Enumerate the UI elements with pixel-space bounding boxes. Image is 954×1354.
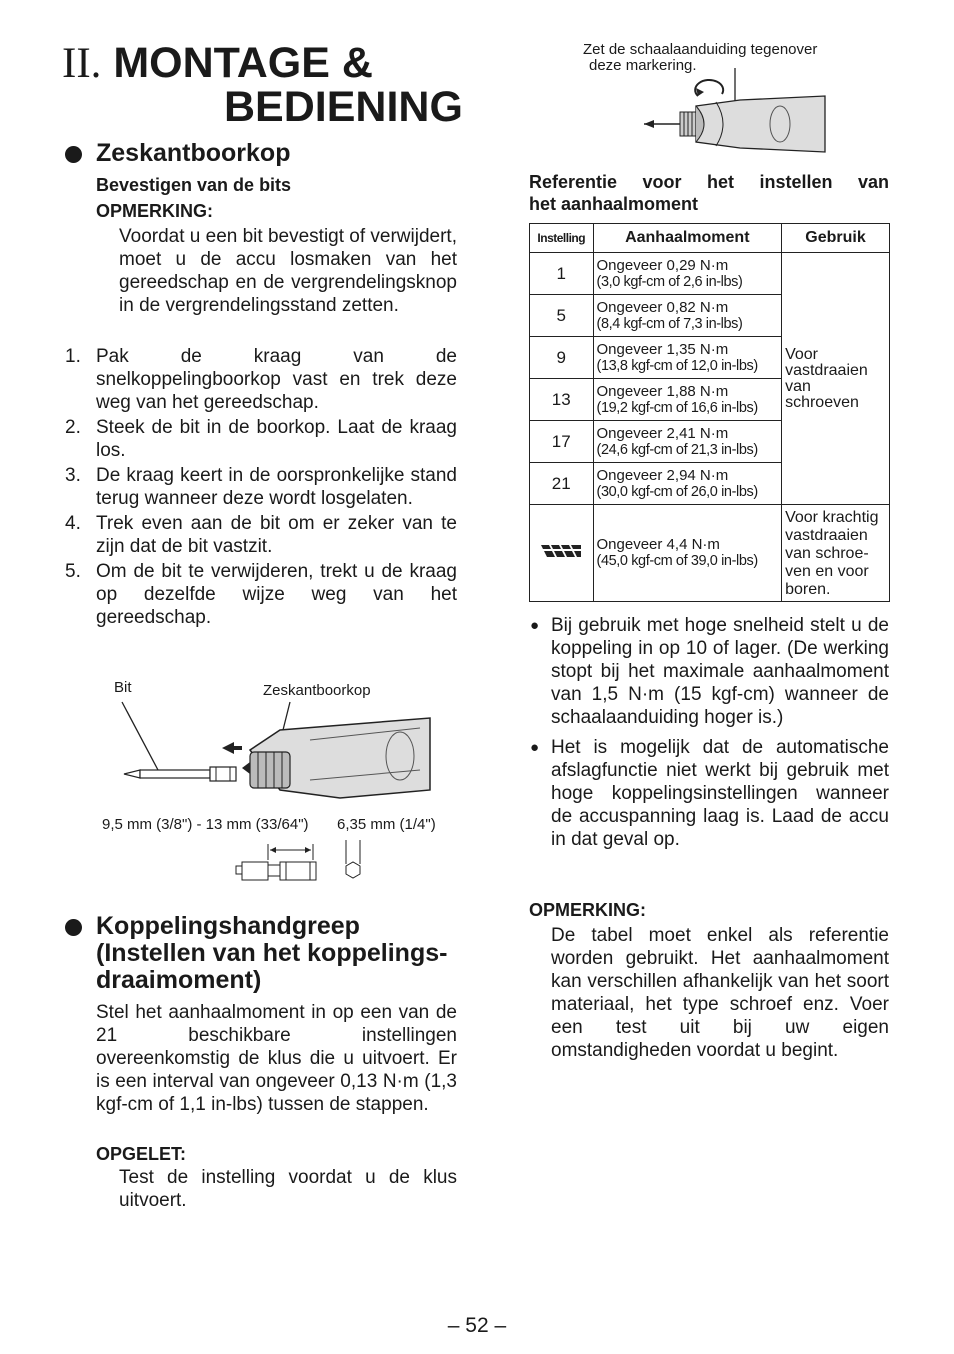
table-row-drill bbox=[530, 505, 890, 602]
setting-cell: 9 bbox=[530, 337, 594, 379]
chapter-title-text: MONTAGE & bbox=[113, 39, 373, 87]
list-item: 4. Trek even aan de bit om er zeker van te zijn dat de bit vastzit. bbox=[65, 513, 457, 557]
torque-cell: Ongeveer 2,41 N·m (24,6 kgf-cm of 21,3 in-lbs) bbox=[593, 421, 782, 463]
setting-cell: 13 bbox=[530, 379, 594, 421]
torque-cell: Ongeveer 1,88 N·m (19,2 kgf-cm of 16,6 in-lbs) bbox=[593, 379, 782, 421]
setting-cell: 17 bbox=[530, 421, 594, 463]
chapter-title-line1 bbox=[62, 40, 373, 87]
bit-dimension-diagram bbox=[228, 836, 368, 896]
dimension-label-length: 9,5 mm (3/8") - 13 mm (33/64") bbox=[102, 816, 309, 833]
figure-caption-line1: Zet de schaalaanduiding tegenover bbox=[583, 41, 818, 58]
note-label-right: OPMERKING: bbox=[529, 900, 646, 920]
section-heading-chuck: Zeskantboorkop bbox=[96, 139, 291, 167]
list-item: ● Bij gebruik met hoge snelheid stelt u de koppeling in op 10 of lager. (De werking stopt bij het maximale aanhaalmoment van 1,5 N·m (15 kgf-cm) wanneer de schaalaanduiding hoger is.) bbox=[530, 615, 889, 728]
list-item: 5. Om de bit te verwijderen, trekt u de kraag op dezelfde wijze weg van het gereedschap. bbox=[65, 561, 457, 628]
section-bullet-icon bbox=[65, 919, 82, 936]
caution-text: Test de instelling voordat u de klus uitvoert. bbox=[119, 1167, 457, 1211]
steps-list bbox=[62, 345, 457, 631]
figure-label-chuck: Zeskantboorkop bbox=[263, 682, 371, 699]
setting-cell: 5 bbox=[530, 295, 594, 337]
list-item: 2. Steek de bit in de boorkop. Laat de kraag los. bbox=[65, 417, 457, 461]
torque-cell: Ongeveer 0,29 N·m (3,0 kgf-cm of 2,6 in-lbs) bbox=[593, 253, 782, 295]
subheading-attach-bits: Bevestigen van de bits bbox=[96, 175, 292, 195]
section-heading-clutch-line2: (Instellen van het koppelings- bbox=[96, 939, 448, 967]
page-number: – 52 – bbox=[447, 1314, 507, 1337]
column-header-use: Gebruik bbox=[782, 224, 890, 253]
figure-caption-line2: deze markering. bbox=[589, 57, 697, 74]
list-item: ● Het is mogelijk dat de automatische afslagfunctie niet werkt bij gebruik met hoge koppelingsinstellingen wanneer de accuspanning laag is. Laad de accu in dat geval op. bbox=[530, 737, 889, 850]
clutch-scale-illustration bbox=[640, 66, 830, 156]
section-bullet-icon bbox=[65, 146, 82, 163]
note-text: Voordat u een bit bevestigt of verwijdert, moet u de accu losmaken van het gereedschap en de vergrendelingsknop in de vergrendelingsstand zetten. bbox=[119, 226, 457, 316]
section-heading-clutch-line3: draaimoment) bbox=[96, 966, 262, 994]
drill-mode-icon bbox=[539, 541, 583, 561]
use-cell-screws: Voor vastdraaien van schroeven bbox=[782, 253, 890, 505]
torque-cell: Ongeveer 0,82 N·m (8,4 kgf-cm of 7,3 in-lbs) bbox=[593, 295, 782, 337]
table-row bbox=[530, 253, 890, 295]
setting-cell: 1 bbox=[530, 253, 594, 295]
list-item: 3. De kraag keert in de oorspronkelijke stand terug wanneer deze wordt losgelaten. bbox=[65, 465, 457, 509]
clutch-body-text: Stel het aanhaalmoment in op een van de 21 beschikbare instellingen overeenkomstig de klus die u uitvoert. Er is een interval van ongeveer 0,13 N·m (1,3 kgf-cm of 1,1 in-lbs) tussen de stappen. bbox=[96, 1002, 457, 1115]
setting-cell: 21 bbox=[530, 463, 594, 505]
use-cell-drill: Voor krachtig vastdraaien van schroe-ven en voor boren. bbox=[782, 505, 890, 602]
figure-label-bit: Bit bbox=[114, 679, 132, 696]
torque-cell-drill: Ongeveer 4,4 N·m (45,0 kgf-cm of 39,0 in-lbs) bbox=[593, 505, 782, 602]
torque-notes-list bbox=[529, 614, 889, 858]
torque-cell: Ongeveer 1,35 N·m (13,8 kgf-cm of 12,0 in-lbs) bbox=[593, 337, 782, 379]
note-text-right: De tabel moet enkel als referentie worden gebruikt. Het aanhaalmoment kan verschillen afhankelijk van het soort materiaal, het type schroef enz. Voer een test uit bij uw eigen omstandigheden voordat u begint. bbox=[551, 925, 889, 1061]
setting-cell-drill bbox=[530, 505, 594, 602]
section-heading-clutch-line1: Koppelingshandgreep bbox=[96, 912, 360, 940]
torque-reference-table bbox=[529, 223, 890, 602]
chapter-title-line2: BEDIENING bbox=[224, 83, 463, 131]
chapter-roman-numeral: II. bbox=[62, 40, 102, 87]
list-item: 1. Pak de kraag van de snelkoppelingboorkop vast en trek deze weg van het gereedschap. bbox=[65, 346, 457, 413]
dimension-label-hex: 6,35 mm (1/4") bbox=[337, 816, 436, 833]
note-label: OPMERKING: bbox=[96, 201, 213, 221]
column-header-torque: Aanhaalmoment bbox=[593, 224, 782, 253]
caution-label: OPGELET: bbox=[96, 1144, 187, 1164]
bit-insertion-illustration bbox=[100, 690, 440, 820]
table-header-row bbox=[530, 224, 890, 253]
torque-cell: Ongeveer 2,94 N·m (30,0 kgf-cm of 26,0 in-lbs) bbox=[593, 463, 782, 505]
column-header-setting: Instelling bbox=[530, 224, 594, 253]
table-title-line1: Referentie voor het instellen van bbox=[529, 172, 889, 192]
table-title-line2: het aanhaalmoment bbox=[529, 194, 699, 214]
